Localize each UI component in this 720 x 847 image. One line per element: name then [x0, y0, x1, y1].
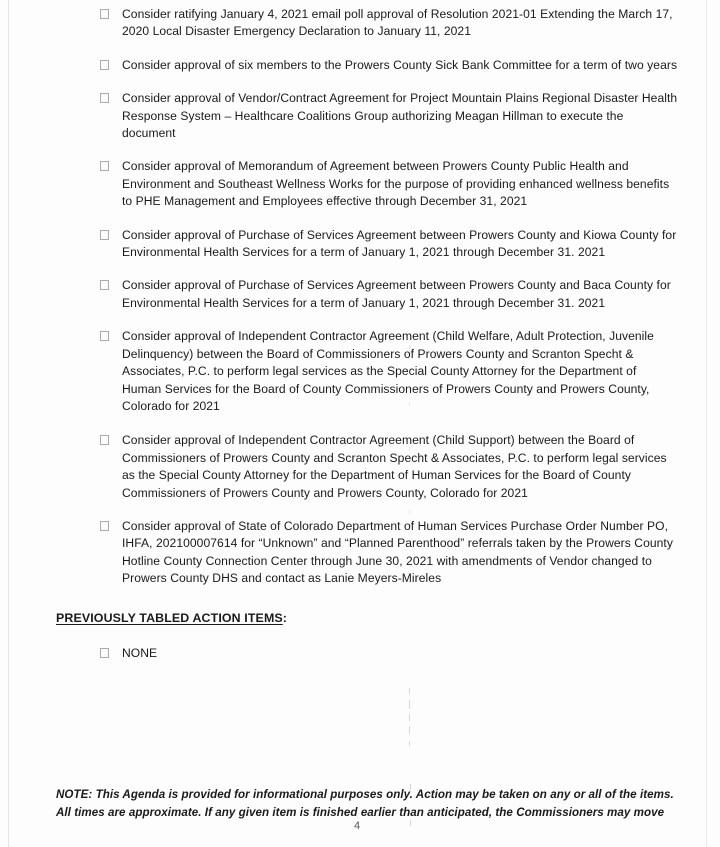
- scan-artifact-speck: [409, 700, 410, 709]
- action-item[interactable]: [0, 57, 720, 74]
- previously-tabled-item-text: NONE: [122, 645, 158, 660]
- unchecked-checkbox-icon[interactable]: [100, 280, 109, 290]
- scan-artifact-speck: [409, 688, 410, 694]
- action-item[interactable]: [0, 227, 720, 262]
- scan-artifact-speck: [409, 714, 410, 721]
- action-item-text: Consider approval of State of Colorado Department of Human Services Purchase Order Number PO, IHFA, 202100007614 for “Unknown” and “Planned Parenthood” referrals taken by the Prowers County Hotline County Connection Center through June 30, 2021 with amendments of Vendor changed to Prowers County DHS and contact as Lanie Meyers-Mireles: [122, 518, 673, 586]
- unchecked-checkbox-icon[interactable]: [100, 230, 109, 240]
- action-items-list: [0, 6, 720, 588]
- action-item-text: Consider approval of Purchase of Services Agreement between Prowers County and Baca County for Environmental Health Services for a term of January 1, 2021 through December 31. 2021: [122, 278, 671, 310]
- unchecked-checkbox-icon[interactable]: [100, 9, 109, 19]
- unchecked-checkbox-icon[interactable]: [100, 93, 109, 103]
- action-item[interactable]: [0, 277, 720, 312]
- action-item-text: Consider approval of Vendor/Contract Agreement for Project Mountain Plains Regional Disaster Health Response System – Healthcare Coalitions Group authorizing Meagan Hillman to execute the document: [122, 91, 678, 141]
- footer-note: [56, 786, 674, 821]
- action-item[interactable]: [0, 518, 720, 588]
- unchecked-checkbox-icon[interactable]: [100, 161, 109, 171]
- action-item-text: Consider approval of Independent Contractor Agreement (Child Support) between the Board of Commissioners of Prowers County and Scranton Specht & Associates, P.C. to perform legal services as the Special County Attorney for the Department of Human Services for the Board of County Commissioners of Prowers County and Prowers County, Colorado for 2021: [122, 433, 667, 500]
- unchecked-checkbox-icon[interactable]: [100, 521, 109, 531]
- action-item[interactable]: [0, 432, 720, 502]
- action-item[interactable]: [0, 328, 720, 415]
- action-item[interactable]: [0, 90, 720, 142]
- previously-tabled-item[interactable]: [0, 645, 720, 662]
- action-item-text: Consider approval of six members to the Prowers County Sick Bank Committee for a term of two years: [122, 57, 678, 72]
- previously-tabled-heading-text: PREVIOUSLY TABLED ACTION ITEMS: [56, 610, 283, 625]
- unchecked-checkbox-icon[interactable]: [100, 60, 109, 70]
- action-item-text: Consider approval of Memorandum of Agreement between Prowers County Public Health and Environment and Southeast Wellness Works for the purpose of providing enhanced wellness benefits to PHE Management and Employees effective through December 31, 2021: [122, 159, 670, 209]
- action-item-text: Consider approval of Independent Contractor Agreement (Child Welfare, Adult Protection, Juvenile Delinquency) between the Board of Commissioners of Prowers County and Scranton Specht & Associates, P.C. to perform legal services as the Special County Attorney for the Department of Human Services for the Board of County Commissioners of Prowers County and Prowers County, Colorado for 2021: [122, 329, 654, 413]
- scan-artifact-speck: [409, 726, 410, 734]
- action-item[interactable]: [0, 6, 720, 41]
- previously-tabled-heading: [0, 610, 720, 627]
- unchecked-checkbox-icon[interactable]: [100, 331, 109, 341]
- page-number: 4: [353, 820, 361, 832]
- action-item-text: Consider ratifying January 4, 2021 email poll approval of Resolution 2021-01 Extending the March 17, 2020 Local Disaster Emergency Declaration to January 11, 2021: [122, 7, 673, 39]
- unchecked-checkbox-icon[interactable]: [100, 435, 109, 445]
- previously-tabled-heading-colon: :: [282, 610, 288, 625]
- unchecked-checkbox-icon[interactable]: [100, 648, 109, 658]
- action-item[interactable]: [0, 158, 720, 210]
- footer-note-line-1: NOTE: This Agenda is provided for informational purposes only. Action may be taken on any or all of the items.: [56, 788, 674, 801]
- action-item-text: Consider approval of Purchase of Services Agreement between Prowers County and Kiowa County for Environmental Health Services for a term of January 1, 2021 through December 31. 2021: [122, 227, 677, 260]
- scan-artifact-speck: [409, 741, 410, 746]
- footer-note-line-2: All times are approximate. If any given item is finished earlier than anticipated, the Commissioners may move: [56, 805, 665, 819]
